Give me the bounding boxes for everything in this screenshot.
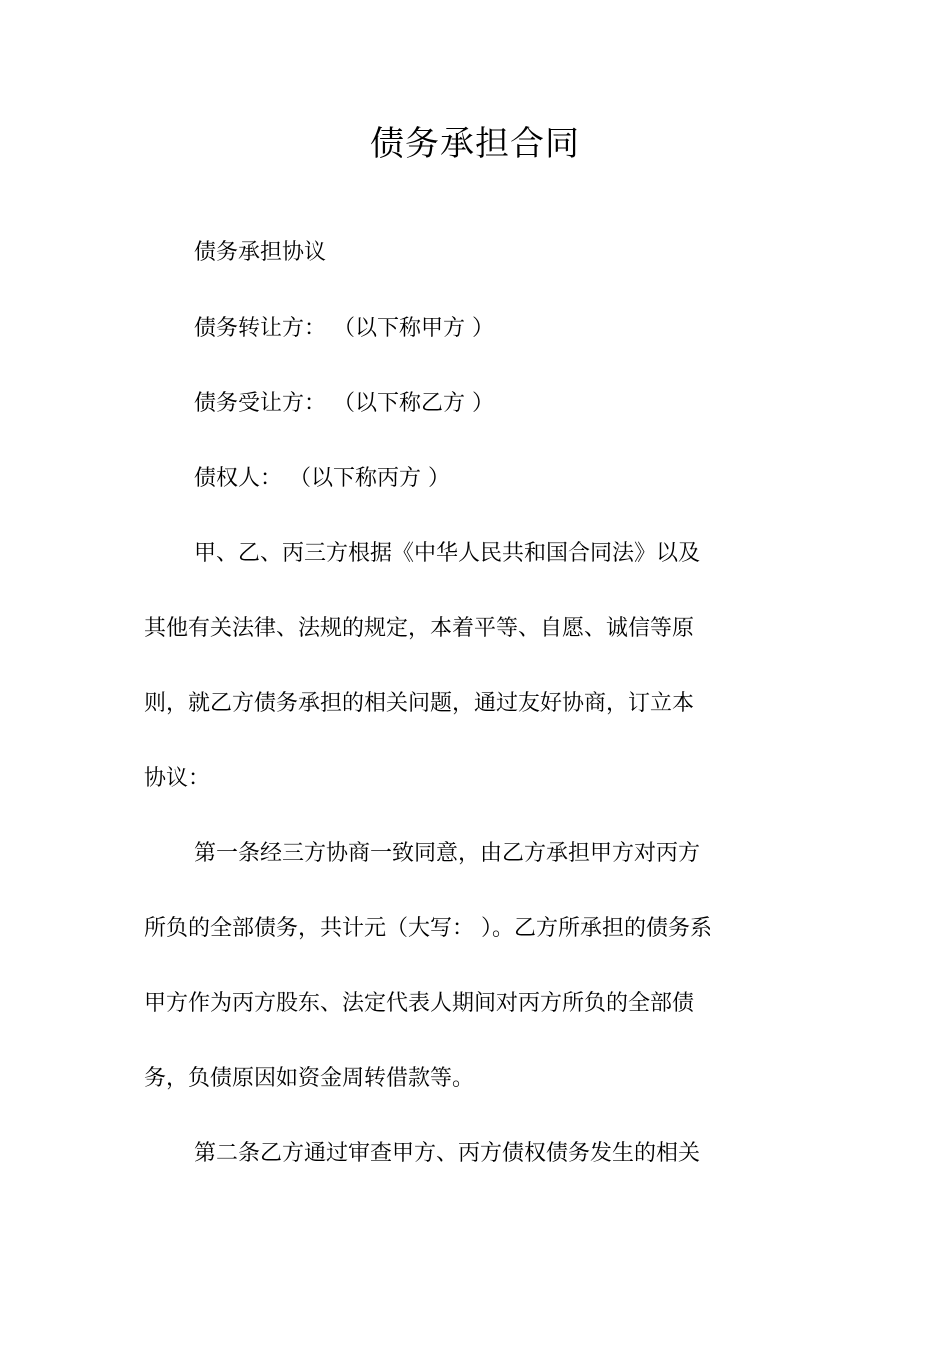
preamble-line-1: 甲、乙、丙三方根据《中华人民共和国合同法》以及 <box>194 541 701 566</box>
document-title: 债务承担合同 <box>370 124 580 164</box>
article-2-line-1: 第二条乙方通过审查甲方、丙方债权债务发生的相关 <box>194 1141 701 1166</box>
party-a-line: 债务转让方： （以下称甲方 ） <box>194 316 494 341</box>
preamble-line-4: 协议： <box>144 766 211 791</box>
article-1-line-4: 务，负债原因如资金周转借款等。 <box>144 1066 475 1091</box>
article-1-line-1: 第一条经三方协商一致同意，由乙方承担甲方对丙方 <box>194 841 701 866</box>
preamble-line-2: 其他有关法律、法规的规定，本着平等、自愿、诚信等原 <box>144 616 695 641</box>
party-c-line: 债权人： （以下称丙方 ） <box>194 466 450 491</box>
preamble-line-3: 则，就乙方债务承担的相关问题，通过友好协商，订立本 <box>144 691 695 716</box>
article-1-line-2: 所负的全部债务，共计元（大写： ）。乙方所承担的债务系 <box>144 916 712 941</box>
article-1-line-3: 甲方作为丙方股东、法定代表人期间对丙方所负的全部债 <box>144 991 695 1016</box>
party-b-line: 债务受让方： （以下称乙方 ） <box>194 391 494 416</box>
heading-agreement: 债务承担协议 <box>194 240 327 265</box>
